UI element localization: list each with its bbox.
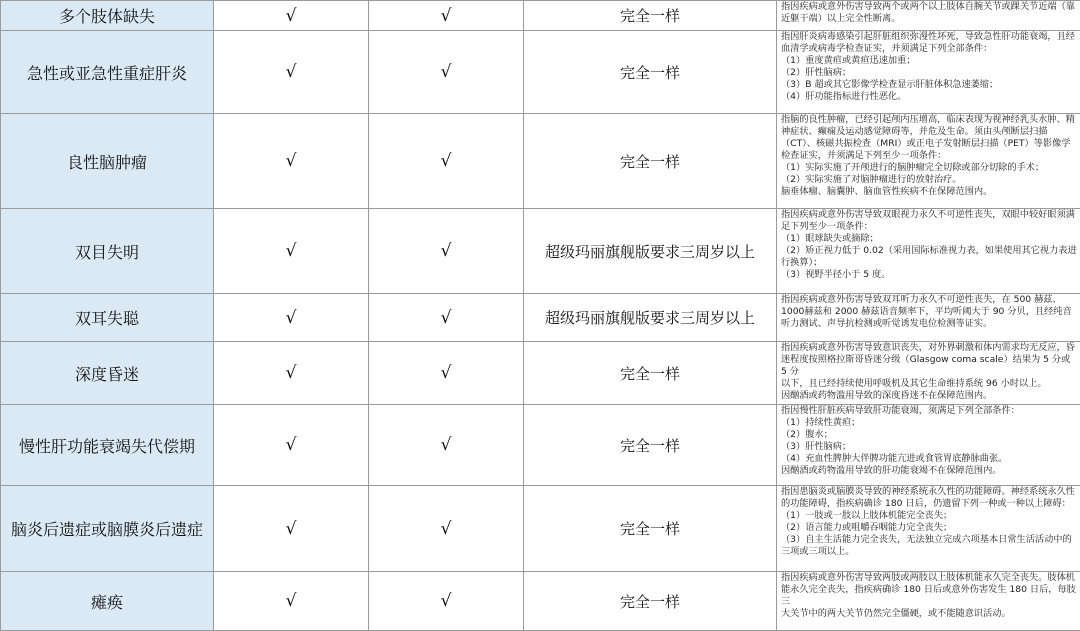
disease-name-cell: 双耳失聪 [1,294,214,342]
comparison-note-cell: 完全一样 [524,31,777,114]
definition-line: 指因慢性肝脏疾病导致肝功能衰竭，须满足下列全部条件： [781,405,1077,417]
definition-line: （1）实际实施了开颅进行的脑肿瘤完全切除或部分切除的手术； [781,162,1077,174]
definition-line: （2）语言能力或咀嚼吞咽能力完全丧失； [781,522,1077,534]
definition-line: 脑垂体瘤、脑囊肿、脑血管性疾病不在保障范围内。 [781,186,1077,198]
definition-line: （3）自主生活能力完全丧失，无法独立完成六项基本日常生活活动中的三项或三项以上。 [781,534,1077,558]
check-mark-cell: √ [369,114,524,209]
check-mark-cell: √ [369,486,524,572]
disease-name-cell: 脑炎后遗症或脑膜炎后遗症 [1,486,214,572]
table-row [1,342,1080,405]
comparison-note-cell: 超级玛丽旗舰版要求三周岁以上 [524,209,777,294]
check-mark-cell: √ [369,31,524,114]
check-mark-cell: √ [214,1,369,31]
table-row [1,405,1080,486]
definition-line: （1）一肢或一肢以上肢体机能完全丧失； [781,510,1077,522]
disease-name-cell: 双目失明 [1,209,214,294]
definition-line: 因酗酒或药物滥用导致的深度昏迷不在保障范围内。 [781,390,1077,402]
check-mark-cell: √ [214,486,369,572]
definition-line: （2）矫正视力低于 0.02（采用国际标准视力表，如果使用其它视力表进行换算）； [781,245,1077,269]
disease-name-cell: 多个肢体缺失 [1,1,214,31]
definition-line: （3）肝性脑病； [781,441,1077,453]
table-row [1,572,1080,631]
comparison-note-cell: 完全一样 [524,114,777,209]
comparison-note-cell: 超级玛丽旗舰版要求三周岁以上 [524,294,777,342]
table-row [1,209,1080,294]
disease-name-cell: 慢性肝功能衰竭失代偿期 [1,405,214,486]
check-mark-cell: √ [369,1,524,31]
table-row [1,486,1080,572]
definition-line: （2）肝性脑病； [781,67,1077,79]
definition-line: （1）持续性黄疸； [781,417,1077,429]
check-mark-cell: √ [214,294,369,342]
definition-line: 因酗酒或药物滥用导致的肝功能衰竭不在保障范围内。 [781,465,1077,477]
check-mark-cell: √ [369,572,524,631]
definition-cell [777,294,1080,342]
definition-line: （1）重度黄疸或黄疸迅速加重； [781,55,1077,67]
definition-line: 指脑的良性肿瘤，已经引起颅内压增高，临床表现为视神经乳头水肿、精神症状、癫痫及运动感觉障碍等，并危及生命。须由头颅断层扫描（CT）、核磁共振检查（MRI）或正电子发射断层扫描（PET）等影像学检查证实，并须满足下列至少一项条件： [781,114,1077,162]
check-mark-cell: √ [214,209,369,294]
disease-name-cell: 良性脑肿瘤 [1,114,214,209]
definition-line: （4）充血性脾肿大伴脾功能亢进或食管胃底静脉曲张。 [781,453,1077,465]
definition-line: （4）肝功能指标进行性恶化。 [781,91,1077,103]
definition-line: 指因疾病或意外伤害导致意识丧失，对外界刺激和体内需求均无反应，昏迷程度按照格拉斯哥昏迷分级（Glasgow coma scale）结果为 5 分或 5 分 [781,342,1077,378]
comparison-note-cell: 完全一样 [524,405,777,486]
definition-cell [777,342,1080,405]
disease-name-cell: 急性或亚急性重症肝炎 [1,31,214,114]
check-mark-cell: √ [369,209,524,294]
definition-line: （3）B 超或其它影像学检查显示肝脏体积急速萎缩； [781,79,1077,91]
check-mark-cell: √ [369,405,524,486]
comparison-note-cell: 完全一样 [524,486,777,572]
definition-line: 指因疾病或意外伤害导致双耳听力永久不可逆性丧失，在 500 赫兹、1000赫兹和 2000 赫兹语音频率下，平均听阈大于 90 分贝，且经纯音听力测试、声导抗检测或听觉诱发电位检测等证实。 [781,294,1077,330]
check-mark-cell: √ [214,572,369,631]
check-mark-cell: √ [369,294,524,342]
definition-line: （3）视野半径小于 5 度。 [781,269,1077,281]
definition-line: （1）眼球缺失或摘除； [781,233,1077,245]
definition-line: 大关节中的两大关节仍然完全僵硬，或不能随意识活动。 [781,608,1077,620]
definition-line: 指因疾病或意外伤害导致双眼视力永久不可逆性丧失，双眼中较好眼须满足下列至少一项条件： [781,209,1077,233]
definition-cell [777,486,1080,572]
definition-cell [777,405,1080,486]
definition-line: 指因患脑炎或脑膜炎导致的神经系统永久性的功能障碍。神经系统永久性的功能障碍，指疾病确诊 180 日后，仍遗留下列一种或一种以上障碍： [781,486,1077,510]
definition-line: 指因肝炎病毒感染引起肝脏组织弥漫性坏死，导致急性肝功能衰竭，且经血清学或病毒学检查证实，并须满足下列全部条件： [781,31,1077,55]
definition-line: 指因疾病或意外伤害导致两肢或两肢以上肢体机能永久完全丧失。肢体机能永久完全丧失，指疾病确诊 180 日后或意外伤害发生 180 日后，每肢三 [781,572,1077,608]
check-mark-cell: √ [214,114,369,209]
table-row [1,294,1080,342]
check-mark-cell: √ [214,31,369,114]
table-row [1,1,1080,31]
definition-cell [777,31,1080,114]
definition-cell [777,114,1080,209]
comparison-note-cell: 完全一样 [524,572,777,631]
definition-line: （2）实际实施了对脑肿瘤进行的放射治疗。 [781,174,1077,186]
definition-cell [777,572,1080,631]
comparison-note-cell: 完全一样 [524,1,777,31]
definition-cell [777,209,1080,294]
definition-cell [777,1,1080,31]
definition-line: 以下，且已经持续使用呼吸机及其它生命维持系统 96 小时以上。 [781,378,1077,390]
definition-line: （2）腹水； [781,429,1077,441]
table-row [1,31,1080,114]
check-mark-cell: √ [369,342,524,405]
table-body [1,1,1080,631]
disease-name-cell: 深度昏迷 [1,342,214,405]
table-row [1,114,1080,209]
definition-line: 指因疾病或意外伤害导致两个或两个以上肢体自腕关节或踝关节近端（靠近躯干端）以上完全性断离。 [781,1,1077,25]
check-mark-cell: √ [214,405,369,486]
check-mark-cell: √ [214,342,369,405]
disease-name-cell: 瘫痪 [1,572,214,631]
comparison-note-cell: 完全一样 [524,342,777,405]
